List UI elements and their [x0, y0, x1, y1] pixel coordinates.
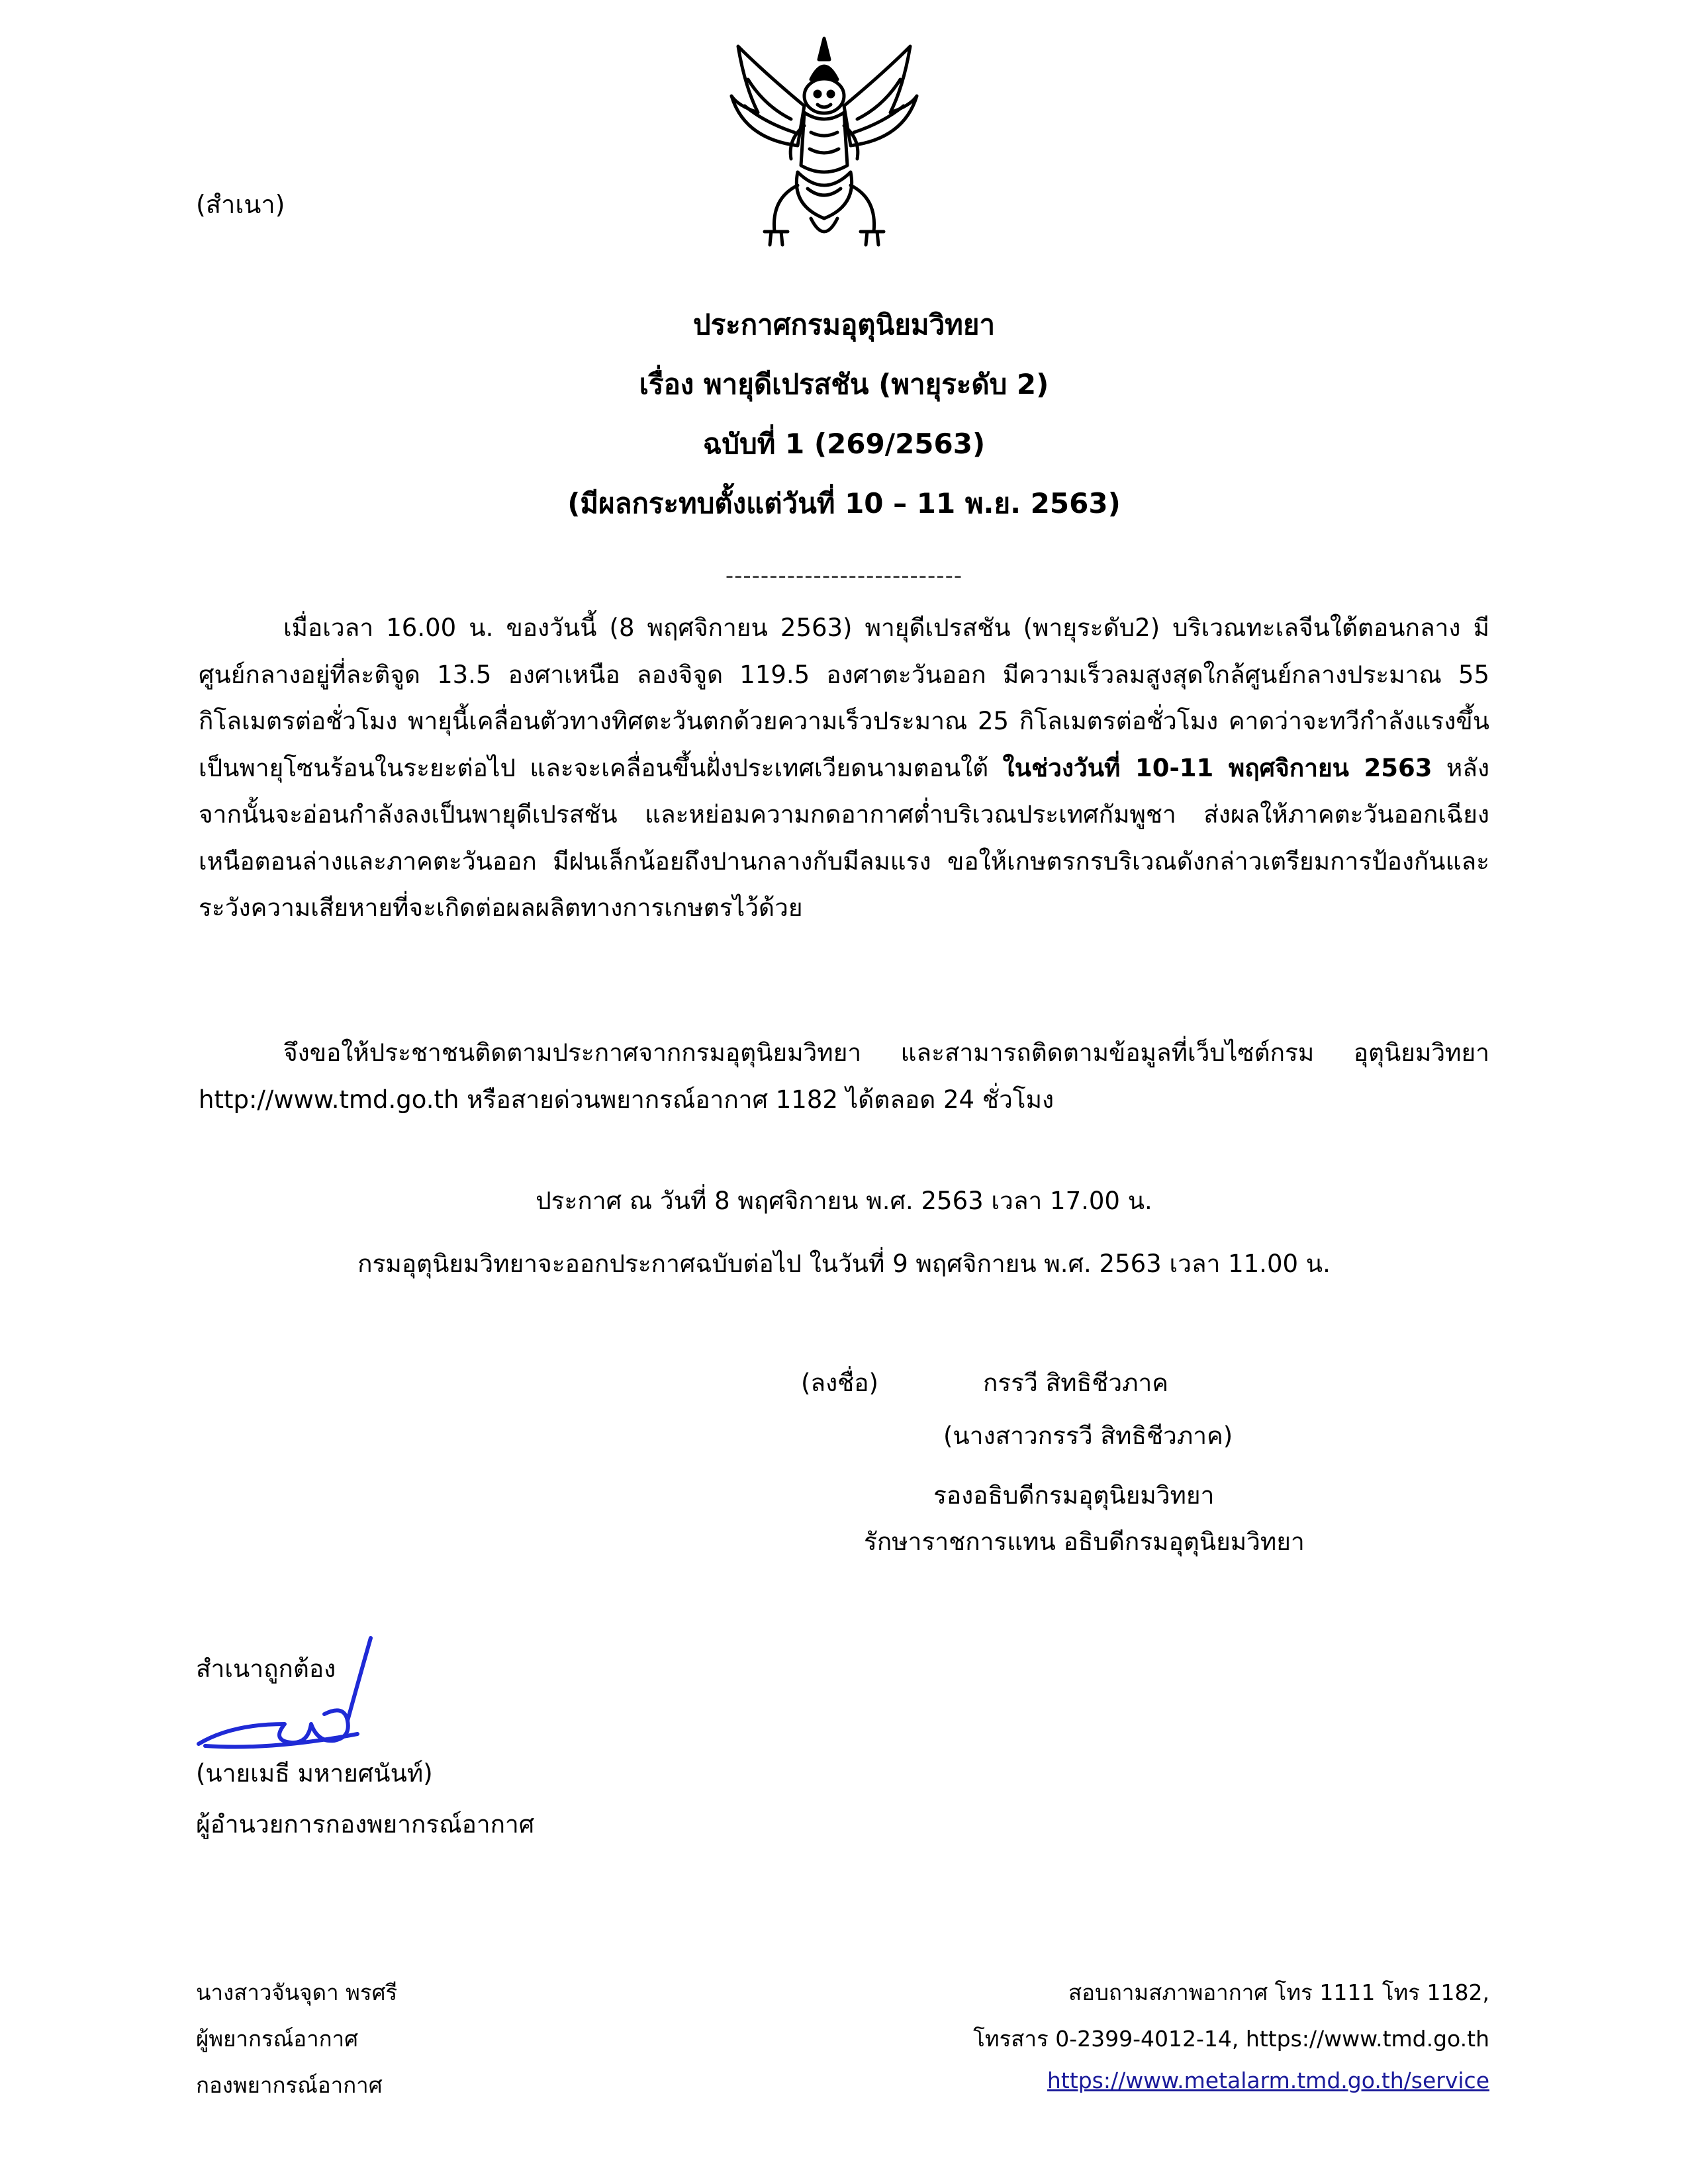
sign-label: (ลงชื่อ): [801, 1369, 878, 1397]
certifier-position: ผู้อำนวยการกองพยากรณ์อากาศ: [196, 1810, 535, 1839]
title-line-4: (มีผลกระทบตั้งแต่วันที่ 10 – 11 พ.ย. 2563): [567, 487, 1121, 520]
paragraph-1-part-a: เมื่อเวลา 16.00 น. ของวันนี้ (8 พฤศจิกายน 2563) พายุดีเปรสชัน (พายุระดับ2) บริเวณทะเลจีนใต้ตอนกลาง มีศูนย์กลางอยู่ที่ละติจูด 13.5 องศาเหนือ ลองจิจูด 119.5 องศาตะวันออก มีความเร็วลมสูงสุดใกล้ศูนย์กลางประมาณ 55 กิโลเมตรต่อชั่วโมง พายุนี้เคลื่อนตัวทางทิศตะวันตกด้วยความเร็วประมาณ 25 กิโลเมตรต่อชั่วโมง คาดว่าจะทวีกำลังแรงขึ้นเป็นพายุโซนร้อนในระยะต่อไป และจะเคลื่อนขึ้นฝั่งประเทศเวียดนามตอนใต้: [199, 614, 1489, 782]
signer-full-name: (นางสาวกรรวี สิทธิชีวภาค): [943, 1422, 1233, 1450]
garuda-emblem-icon: [725, 33, 923, 258]
signer-position-1: รองอธิบดีกรมอุตุนิยมวิทยา: [933, 1481, 1215, 1510]
title-line-2: เรื่อง พายุดีเปรสชัน (พายุระดับ 2): [639, 368, 1049, 400]
signed-name: กรรวี สิทธิชีวภาค: [983, 1369, 1169, 1397]
signer-position-2: รักษาราชการแทน อธิบดีกรมอุตุนิยมวิทยา: [864, 1527, 1305, 1556]
certifier-name: (นายเมธี มหายศนันท์): [196, 1759, 433, 1788]
next-announcement: กรมอุตุนิยมวิทยาจะออกประกาศฉบับต่อไป ในวันที่ 9 พฤศจิกายน พ.ศ. 2563 เวลา 11.00 น.: [357, 1250, 1331, 1278]
announce-date: ประกาศ ณ วันที่ 8 พฤศจิกายน พ.ศ. 2563 เวลา 17.00 น.: [536, 1187, 1152, 1215]
certified-label: สำเนาถูกต้อง: [196, 1655, 336, 1683]
footer-forecaster-division: กองพยากรณ์อากาศ: [196, 2072, 383, 2098]
handwritten-signature-icon: [192, 1625, 391, 1757]
paragraph-2-text: จึงขอให้ประชาชนติดตามประกาศจากกรมอุตุนิยมวิทยา และสามารถติดตามข้อมูลที่เว็บไซต์กรม อุตุนิยมวิทยา http://www.tmd.go.th หรือสายด่วนพยากรณ์อากาศ 1182 ได้ตลอด 24 ชั่วโมง: [199, 1038, 1489, 1114]
title-line-3: ฉบับที่ 1 (269/2563): [702, 428, 986, 460]
paragraph-1-part-b: หลังจากนั้นจะอ่อนกำลังลงเป็นพายุดีเปรสชัน และหย่อมความกดอากาศต่ำบริเวณประเทศกัมพูชา ส่งผลให้ภาคตะวันออกเฉียงเหนือตอนล่างและภาคตะวันออก มีฝนเล็กน้อยถึงปานกลางกับมีลมแรง ขอให้เกษตรกรบริเวณดังกล่าวเตรียมการป้องกันและระวังความเสียหายที่จะเกิดต่อผลผลิตทางการเกษตรไว้ด้วย: [199, 753, 1490, 922]
title-block: [199, 308, 1489, 549]
copy-label: (สำเนา): [196, 190, 285, 219]
divider: ---------------------------: [725, 563, 963, 589]
footer-forecaster-name: นางสาวจันจุดา พรศรี: [196, 1979, 398, 2005]
footer-forecaster-title: ผู้พยากรณ์อากาศ: [196, 2026, 359, 2052]
footer-contact-phone: สอบถามสภาพอากาศ โทร 1111 โทร 1182,: [1068, 1979, 1489, 2005]
paragraph-2: [199, 1030, 1489, 1123]
footer-contact-fax: โทรสาร 0-2399-4012-14, https://www.tmd.go.th: [973, 2026, 1489, 2052]
footer-service-link[interactable]: https://www.metalarm.tmd.go.th/service: [1047, 2068, 1489, 2093]
paragraph-1-bold: ในช่วงวันที่ 10-11 พฤศจิกายน 2563: [1002, 753, 1432, 782]
paragraph-1: [199, 605, 1489, 932]
title-line-1: ประกาศกรมอุตุนิยมวิทยา: [692, 308, 996, 341]
